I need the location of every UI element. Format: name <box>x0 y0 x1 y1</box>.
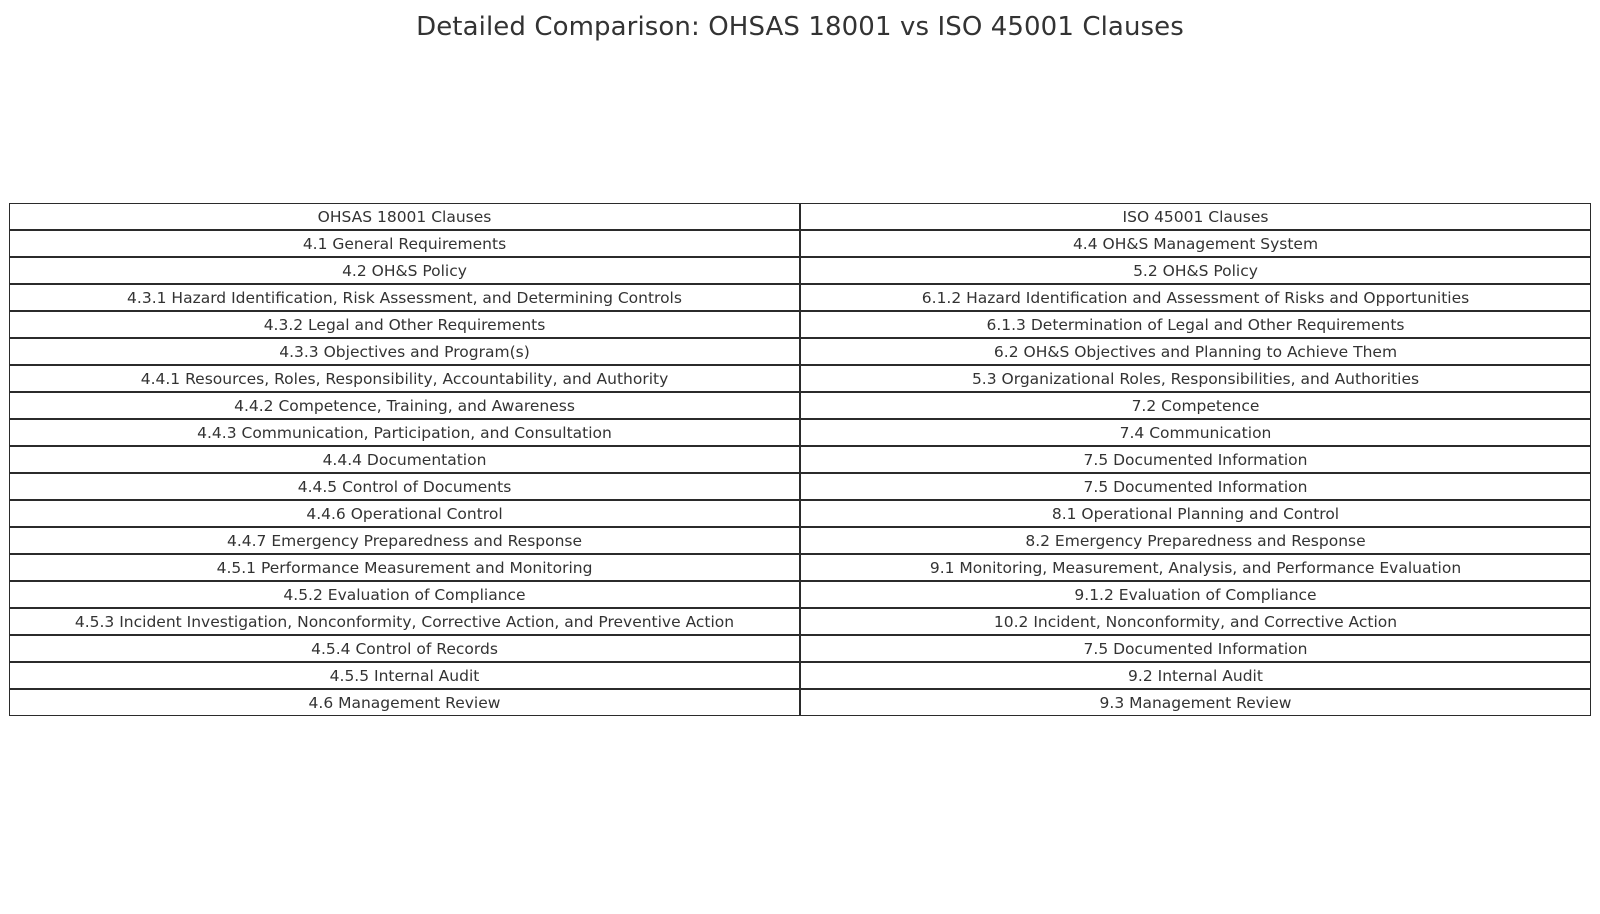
cell-ohsas-clause: 4.3.3 Objectives and Program(s) <box>9 338 800 365</box>
ohsas-iso-comparison-table <box>9 203 1591 716</box>
table-row <box>9 338 1591 365</box>
table-row <box>9 608 1591 635</box>
table-row <box>9 365 1591 392</box>
cell-iso-clause: 9.3 Management Review <box>800 689 1591 716</box>
table-row <box>9 635 1591 662</box>
cell-ohsas-clause: 4.5.2 Evaluation of Compliance <box>9 581 800 608</box>
cell-ohsas-clause: 4.3.1 Hazard Identification, Risk Assessment, and Determining Controls <box>9 284 800 311</box>
column-header-iso: ISO 45001 Clauses <box>800 203 1591 230</box>
cell-iso-clause: 4.4 OH&S Management System <box>800 230 1591 257</box>
cell-ohsas-clause: 4.2 OH&S Policy <box>9 257 800 284</box>
cell-iso-clause: 9.1 Monitoring, Measurement, Analysis, and Performance Evaluation <box>800 554 1591 581</box>
cell-iso-clause: 7.5 Documented Information <box>800 635 1591 662</box>
cell-iso-clause: 5.2 OH&S Policy <box>800 257 1591 284</box>
cell-iso-clause: 9.2 Internal Audit <box>800 662 1591 689</box>
cell-iso-clause: 7.2 Competence <box>800 392 1591 419</box>
cell-ohsas-clause: 4.4.1 Resources, Roles, Responsibility, Accountability, and Authority <box>9 365 800 392</box>
cell-iso-clause: 7.5 Documented Information <box>800 446 1591 473</box>
table-body <box>9 230 1591 716</box>
cell-ohsas-clause: 4.5.3 Incident Investigation, Nonconformity, Corrective Action, and Preventive Action <box>9 608 800 635</box>
table-row <box>9 419 1591 446</box>
cell-ohsas-clause: 4.4.4 Documentation <box>9 446 800 473</box>
cell-ohsas-clause: 4.4.2 Competence, Training, and Awareness <box>9 392 800 419</box>
cell-iso-clause: 9.1.2 Evaluation of Compliance <box>800 581 1591 608</box>
table-row <box>9 689 1591 716</box>
cell-iso-clause: 8.2 Emergency Preparedness and Response <box>800 527 1591 554</box>
table-row <box>9 392 1591 419</box>
table-row <box>9 554 1591 581</box>
table-row <box>9 257 1591 284</box>
cell-ohsas-clause: 4.5.1 Performance Measurement and Monitoring <box>9 554 800 581</box>
cell-ohsas-clause: 4.4.3 Communication, Participation, and Consultation <box>9 419 800 446</box>
table-row <box>9 473 1591 500</box>
table-row <box>9 581 1591 608</box>
cell-iso-clause: 6.1.3 Determination of Legal and Other Requirements <box>800 311 1591 338</box>
cell-ohsas-clause: 4.5.5 Internal Audit <box>9 662 800 689</box>
table-row <box>9 446 1591 473</box>
cell-iso-clause: 6.2 OH&S Objectives and Planning to Achieve Them <box>800 338 1591 365</box>
cell-iso-clause: 8.1 Operational Planning and Control <box>800 500 1591 527</box>
page-title: Detailed Comparison: OHSAS 18001 vs ISO 45001 Clauses <box>416 12 1184 42</box>
table-row <box>9 500 1591 527</box>
cell-ohsas-clause: 4.6 Management Review <box>9 689 800 716</box>
cell-iso-clause: 7.4 Communication <box>800 419 1591 446</box>
table-row <box>9 284 1591 311</box>
table-header-row <box>9 203 1591 230</box>
cell-ohsas-clause: 4.4.6 Operational Control <box>9 500 800 527</box>
table-row <box>9 662 1591 689</box>
table-row <box>9 230 1591 257</box>
column-header-ohsas: OHSAS 18001 Clauses <box>9 203 800 230</box>
cell-ohsas-clause: 4.1 General Requirements <box>9 230 800 257</box>
table-header <box>9 203 1591 230</box>
cell-iso-clause: 7.5 Documented Information <box>800 473 1591 500</box>
cell-iso-clause: 6.1.2 Hazard Identification and Assessment of Risks and Opportunities <box>800 284 1591 311</box>
cell-ohsas-clause: 4.5.4 Control of Records <box>9 635 800 662</box>
cell-ohsas-clause: 4.4.7 Emergency Preparedness and Response <box>9 527 800 554</box>
table-row <box>9 527 1591 554</box>
table-row <box>9 311 1591 338</box>
comparison-table-container <box>9 203 1591 716</box>
cell-iso-clause: 10.2 Incident, Nonconformity, and Corrective Action <box>800 608 1591 635</box>
cell-ohsas-clause: 4.4.5 Control of Documents <box>9 473 800 500</box>
cell-iso-clause: 5.3 Organizational Roles, Responsibilities, and Authorities <box>800 365 1591 392</box>
cell-ohsas-clause: 4.3.2 Legal and Other Requirements <box>9 311 800 338</box>
